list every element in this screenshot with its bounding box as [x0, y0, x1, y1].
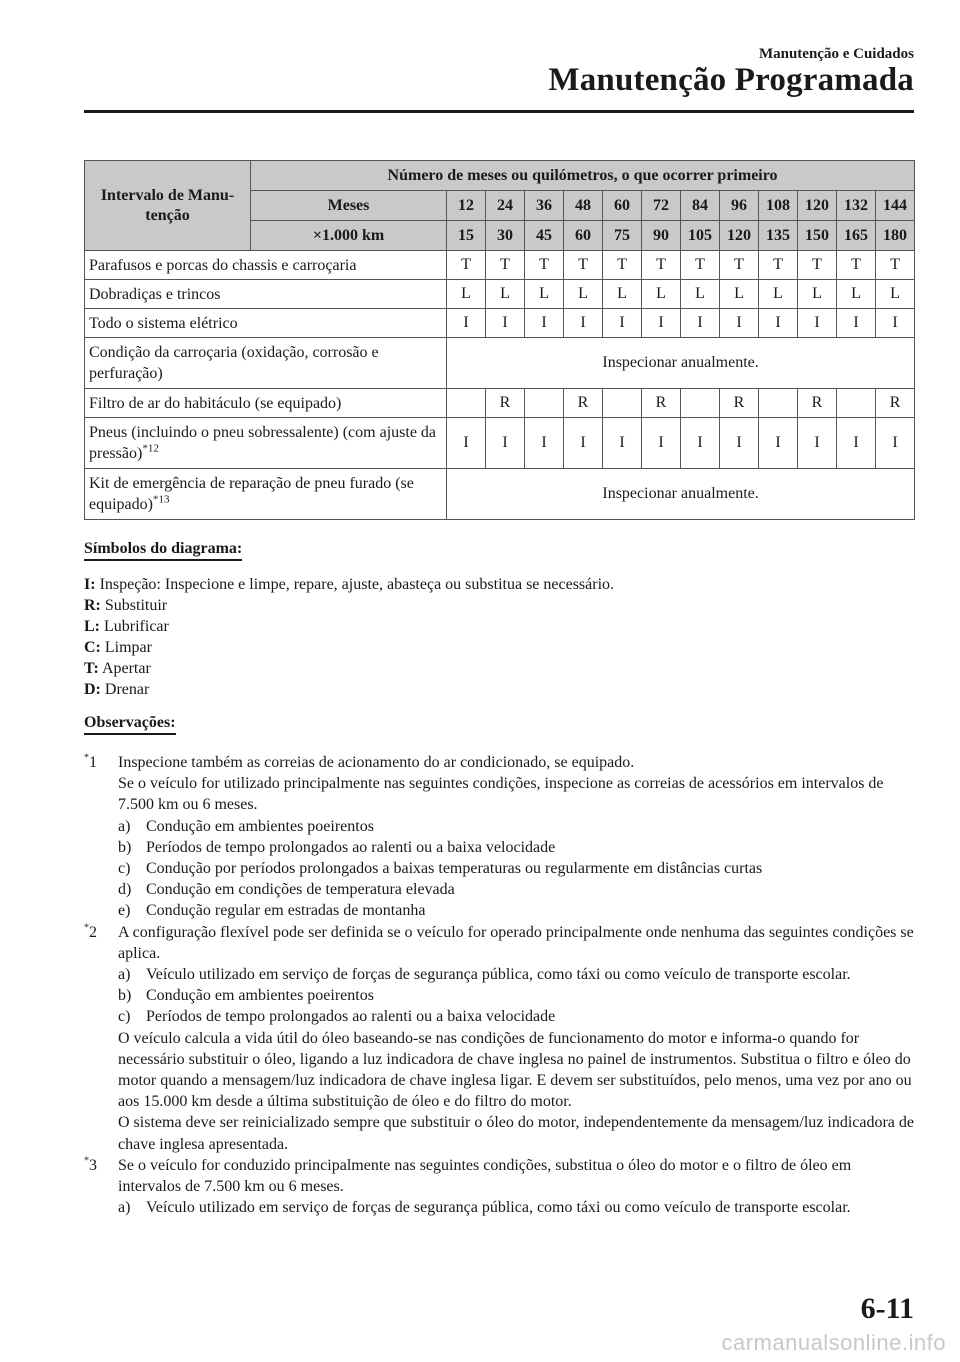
value-cell: L [525, 280, 564, 309]
value-cell: T [564, 251, 603, 280]
km-30: 30 [486, 221, 525, 251]
subitem-text: Períodos de tempo prolongados ao ralenti ou a baixa velocidade [146, 838, 556, 856]
symbol-key: L: [84, 618, 100, 635]
span-header: Número de meses ou quilómetros, o que ocorrer primeiro [251, 161, 915, 191]
symbol-key: D: [84, 681, 101, 698]
km-120: 120 [720, 221, 759, 251]
month-120: 120 [798, 191, 837, 221]
value-cell: I [837, 418, 876, 469]
months-label: Meses [251, 191, 447, 221]
note-subitem [118, 1006, 916, 1027]
value-cell: L [681, 280, 720, 309]
note-paragraph: O sistema deve ser reinicializado sempre que substituir o óleo do motor, independentemente da mensagem/luz indicadora de chave inglesa apresentada. [118, 1114, 914, 1153]
value-cell: T [525, 251, 564, 280]
symbol-key: C: [84, 639, 101, 656]
value-cell: I [603, 309, 642, 338]
month-72: 72 [642, 191, 681, 221]
interval-header [85, 161, 251, 251]
value-cell: L [486, 280, 525, 309]
value-cell: T [642, 251, 681, 280]
symbol-item [84, 658, 614, 679]
month-84: 84 [681, 191, 720, 221]
note-subitem [118, 816, 916, 837]
item-cell [85, 309, 447, 338]
merged-cell: Inspecionar anualmente. [447, 338, 915, 389]
note-asterisk: * [84, 752, 89, 764]
value-cell: I [564, 418, 603, 469]
km-105: 105 [681, 221, 720, 251]
value-cell [759, 389, 798, 418]
table-row [85, 338, 915, 389]
month-36: 36 [525, 191, 564, 221]
note-mark [84, 1155, 97, 1176]
value-cell: I [759, 309, 798, 338]
month-24: 24 [486, 191, 525, 221]
note-paragraph: A configuração flexível pode ser definida se o veículo for operado principalmente onde nenhuma das seguintes condições se aplica. [118, 923, 914, 962]
value-cell: R [486, 389, 525, 418]
subitem-letter: b) [118, 987, 132, 1005]
note [84, 1155, 916, 1219]
value-cell [447, 389, 486, 418]
note-asterisk: * [84, 1155, 89, 1167]
subitem-letter: e) [118, 902, 131, 920]
value-cell: T [837, 251, 876, 280]
value-cell: L [642, 280, 681, 309]
value-cell: I [642, 309, 681, 338]
section-title: Manutenção e Cuidados [758, 46, 914, 62]
symbol-key: T: [84, 660, 99, 677]
symbol-item [84, 679, 614, 700]
table-row [85, 418, 915, 469]
month-132: 132 [837, 191, 876, 221]
watermark: carmanualsonline.info [721, 1330, 946, 1355]
subitem-text: Veículo utilizado em serviço de forças de segurança pública, como táxi ou como veículo de transporte escolar. [146, 1199, 851, 1217]
value-cell: T [486, 251, 525, 280]
note-number: 1 [89, 754, 97, 771]
value-cell: R [564, 389, 603, 418]
note-subitem [118, 837, 916, 858]
note-subitem [118, 900, 916, 921]
table-row [85, 469, 915, 520]
item-label: Filtro de ar do habitáculo (se equipado) [89, 394, 342, 412]
item-cell [85, 338, 447, 389]
item-cell [85, 469, 447, 520]
table-header-row [85, 161, 915, 191]
item-cell [85, 389, 447, 418]
value-cell [525, 389, 564, 418]
symbol-text: Drenar [104, 681, 150, 698]
value-cell: I [837, 309, 876, 338]
km-60: 60 [564, 221, 603, 251]
value-cell: I [681, 418, 720, 469]
symbol-text: Lubrificar [104, 618, 169, 635]
value-cell: I [876, 309, 915, 338]
interval-header-line2: tenção [145, 206, 190, 224]
note-number: 3 [89, 1156, 97, 1174]
value-cell: I [603, 418, 642, 469]
subitem-letter: d) [118, 881, 132, 899]
value-cell: I [525, 309, 564, 338]
value-cell: L [798, 280, 837, 309]
symbol-text: Apertar [101, 660, 151, 677]
value-cell: L [447, 280, 486, 309]
km-label: ×1.000 km [251, 221, 447, 251]
subitem-text: Veículo utilizado em serviço de forças de segurança pública, como táxi ou como veículo de transporte escolar. [146, 966, 851, 984]
item-label: Pneus (incluindo o pneu sobressalente) (com ajuste da pressão) [89, 424, 437, 462]
note-asterisk: * [84, 922, 89, 934]
value-cell: T [447, 251, 486, 280]
subitem-letter: a) [118, 1199, 131, 1217]
symbol-item [84, 574, 614, 595]
item-label: Kit de emergência de reparação de pneu furado (se equipado) [89, 475, 414, 513]
subitem-letter: b) [118, 838, 132, 856]
item-cell [85, 251, 447, 280]
table-row [85, 389, 915, 418]
note-mark [84, 752, 97, 773]
month-144: 144 [876, 191, 915, 221]
subitem-letter: c) [118, 860, 131, 878]
note-subitem [118, 879, 916, 900]
symbol-item [84, 616, 614, 637]
km-75: 75 [603, 221, 642, 251]
value-cell [837, 389, 876, 418]
value-cell: T [681, 251, 720, 280]
item-label: Dobradiças e trincos [89, 285, 221, 303]
value-cell: I [447, 309, 486, 338]
subitem-letter: a) [118, 966, 131, 984]
item-cell [85, 280, 447, 309]
value-cell: I [798, 309, 837, 338]
value-cell: I [876, 418, 915, 469]
value-cell: I [759, 418, 798, 469]
value-cell: I [798, 418, 837, 469]
value-cell: T [603, 251, 642, 280]
table-row [85, 309, 915, 338]
value-cell: I [720, 418, 759, 469]
note [84, 922, 916, 1155]
note-mark [84, 922, 97, 943]
km-45: 45 [525, 221, 564, 251]
month-60: 60 [603, 191, 642, 221]
value-cell: R [876, 389, 915, 418]
km-165: 165 [837, 221, 876, 251]
item-cell [85, 418, 447, 469]
note-subitem [118, 964, 916, 985]
interval-header-line1: Intervalo de Manu- [100, 186, 235, 204]
subitem-text: Condução regular em estradas de montanha [146, 902, 426, 920]
note-paragraph: Inspecione também as correias de acionamento do ar condicionado, se equipado. [118, 754, 635, 771]
value-cell: T [798, 251, 837, 280]
value-cell: L [876, 280, 915, 309]
value-cell: L [564, 280, 603, 309]
value-cell: R [720, 389, 759, 418]
notes-list [84, 752, 916, 1218]
value-cell: I [486, 418, 525, 469]
item-footnote: *13 [152, 493, 170, 506]
value-cell [681, 389, 720, 418]
symbol-key: I: [84, 576, 96, 593]
table-row [85, 251, 915, 280]
subitem-text: Condução por períodos prolongados a baixas temperaturas ou regularmente em distâncias curtas [146, 860, 763, 878]
note-number: 2 [89, 923, 97, 941]
header-divider [84, 110, 914, 113]
value-cell: L [837, 280, 876, 309]
item-label: Todo o sistema elétrico [89, 314, 238, 332]
note-paragraph: Se o veículo for utilizado principalmente nas seguintes condições, inspecione as correias de acessórios em intervalos de 7.500 km ou 6 meses. [118, 775, 884, 814]
item-footnote: *12 [142, 442, 159, 455]
symbol-item [84, 595, 614, 616]
maintenance-schedule-table [84, 160, 915, 520]
note-paragraph: Se o veículo for conduzido principalmente nas seguintes condições, substitua o óleo do motor e o filtro de óleo em intervalos de 7.500 km ou 6 meses. [118, 1156, 852, 1196]
km-90: 90 [642, 221, 681, 251]
subitem-letter: c) [118, 1008, 131, 1026]
month-96: 96 [720, 191, 759, 221]
value-cell: T [876, 251, 915, 280]
symbol-text: Substituir [104, 597, 168, 614]
value-cell: R [642, 389, 681, 418]
km-15: 15 [447, 221, 486, 251]
note-subitem [118, 1197, 916, 1218]
value-cell: I [447, 418, 486, 469]
value-cell: I [681, 309, 720, 338]
value-cell: T [720, 251, 759, 280]
item-label: Parafusos e porcas do chassis e carroçaria [89, 256, 357, 274]
value-cell: L [720, 280, 759, 309]
page-number: 6-11 [860, 1292, 914, 1325]
value-cell: L [603, 280, 642, 309]
notes-heading: Observações: [84, 714, 176, 735]
subitem-text: Condução em ambientes poeirentos [146, 987, 374, 1005]
value-cell: I [642, 418, 681, 469]
value-cell: I [525, 418, 564, 469]
month-108: 108 [759, 191, 798, 221]
value-cell: I [486, 309, 525, 338]
month-48: 48 [564, 191, 603, 221]
symbols-list [84, 574, 614, 700]
note-paragraph: O veículo calcula a vida útil do óleo baseando-se nas condições de funcionamento do motor e informa-o quando for necessário substituir o óleo, ligando a luz indicadora de chave inglesa no painel de instrumentos. Substitua o filtro e óleo do motor quando a mensagem/luz indicadora de chave inglesa ligar. E devem ser substituídos, pelo menos, uma vez por ano ou aos 15.000 km desde a última substituição de óleo e do filtro do motor. [118, 1029, 912, 1111]
value-cell: R [798, 389, 837, 418]
value-cell [603, 389, 642, 418]
month-12: 12 [447, 191, 486, 221]
km-135: 135 [759, 221, 798, 251]
note-subitem [118, 858, 916, 879]
symbol-text: Inspeção: Inspecione e limpe, repare, ajuste, abasteça ou substitua se necessário. [99, 576, 615, 593]
note [84, 752, 916, 922]
item-label: Condição da carroçaria (oxidação, corrosão e perfuração) [89, 344, 379, 382]
km-150: 150 [798, 221, 837, 251]
subitem-text: Condução em ambientes poeirentos [146, 817, 374, 835]
symbol-key: R: [84, 597, 101, 614]
symbols-heading: Símbolos do diagrama: [84, 540, 242, 561]
value-cell: I [564, 309, 603, 338]
note-subitem [118, 985, 916, 1006]
table-row [85, 280, 915, 309]
symbol-item [84, 637, 614, 658]
value-cell: T [759, 251, 798, 280]
subitem-text: Condução em condições de temperatura elevada [146, 881, 455, 899]
subitem-text: Períodos de tempo prolongados ao ralenti ou a baixa velocidade [146, 1008, 556, 1026]
value-cell: I [720, 309, 759, 338]
merged-cell: Inspecionar anualmente. [447, 469, 915, 520]
subitem-letter: a) [118, 817, 131, 835]
km-180: 180 [876, 221, 915, 251]
symbol-text: Limpar [104, 639, 152, 656]
page-title: Manutenção Programada [548, 62, 914, 98]
value-cell: L [759, 280, 798, 309]
